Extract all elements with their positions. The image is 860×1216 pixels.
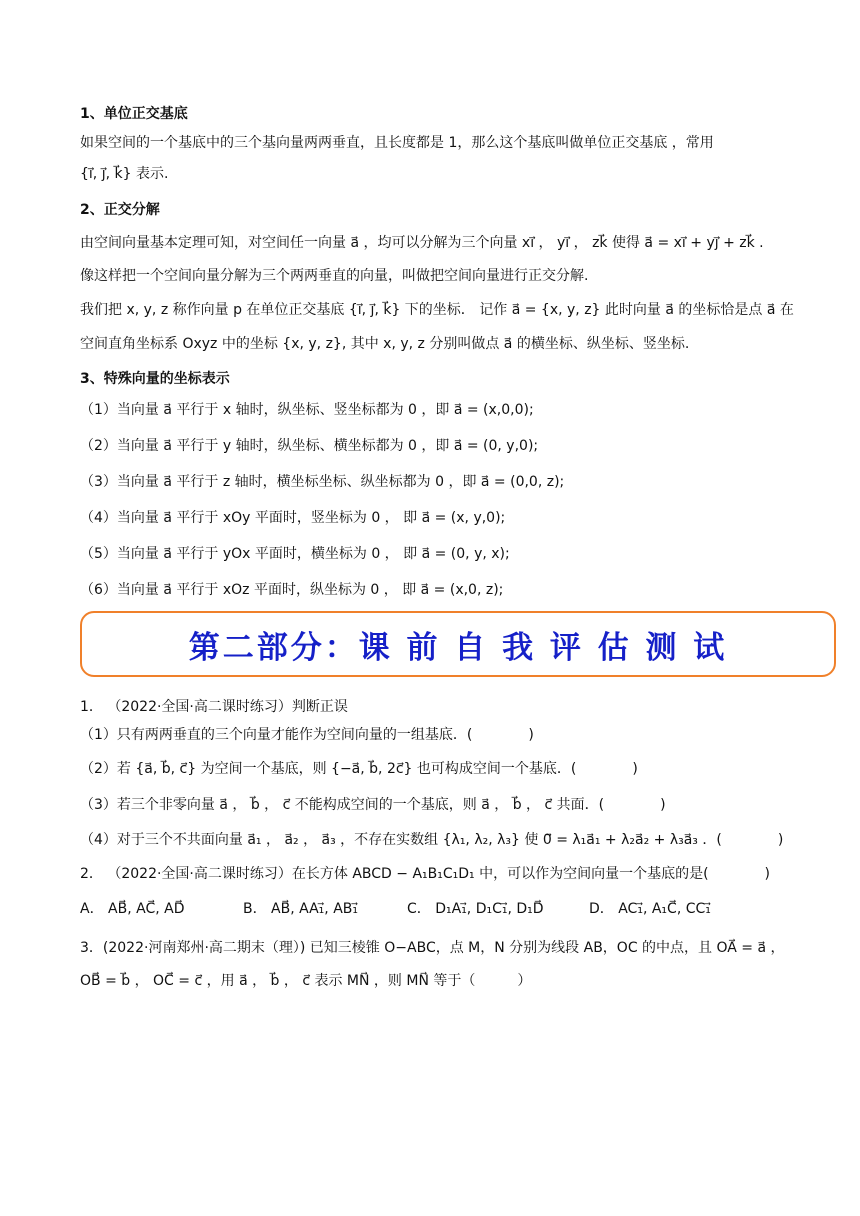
list-item: （3）当向量 a⃗ 平行于 z 轴时，横坐标坐标、纵坐标都为 0 ，即 a⃗ = (0,0, z); <box>80 474 565 490</box>
q2-option-c: C． D₁A₁⃗, D₁C₁⃗, D₁D⃗ <box>407 901 544 917</box>
section-banner <box>80 611 836 677</box>
q1-item: （4）对于三个不共面向量 a⃗₁ ， a⃗₂ ， a⃗₃ ，不存在实数组 {λ₁, λ₂, λ₃} 使 0⃗ = λ₁a⃗₁ + λ₂a⃗₂ + λ₃a⃗₃ ．( ) <box>80 832 784 848</box>
list-item: （4）当向量 a⃗ 平行于 xOy 平面时，竖坐标为 0 ， 即 a⃗ = (x, y,0); <box>80 510 506 526</box>
section2-line3: 我们把 x, y, z 称作向量 p 在单位正交基底 {i⃗, j⃗, k⃗} 下的坐标． 记作 a⃗ = {x, y, z} 此时向量 a⃗ 的坐标恰是点 a⃗ 在 <box>80 302 794 318</box>
q1-item: （3）若三个非零向量 a⃗ ， b⃗ ， c⃗ 不能构成空间的一个基底，则 a⃗ ， b⃗ ， c⃗ 共面．( ) <box>80 797 666 813</box>
section1-line1: 如果空间的一个基底中的三个基向量两两垂直，且长度都是 1，那么这个基底叫做单位正交基底 ，常用 <box>80 135 714 151</box>
q2-option-d: D． AC₁⃗, A₁C⃗, CC₁⃗ <box>589 901 711 917</box>
q2-stem: 2． （2022·全国·高二课时练习）在长方体 ABCD − A₁B₁C₁D₁ 中，可以作为空间向量一个基底的是( ) <box>80 866 771 882</box>
list-item: （1）当向量 a⃗ 平行于 x 轴时，纵坐标、竖坐标都为 0 ，即 a⃗ = (x,0,0); <box>80 402 534 418</box>
banner-title: 第二部分：课 前 自 我 评 估 测 试 <box>188 629 728 666</box>
section2-line4: 空间直角坐标系 Oxyz 中的坐标 {x, y, z}, 其中 x, y, z 分别叫做点 a⃗ 的横坐标、纵坐标、竖坐标. <box>80 336 690 352</box>
section1-heading: 1、单位正交基底 <box>80 106 188 122</box>
q2-option-b: B． AB⃗, AA₁⃗, AB₁⃗ <box>243 901 358 917</box>
q3-line2: OB⃗ = b⃗ ， OC⃗ = c⃗ ，用 a⃗ ， b⃗ ， c⃗ 表示 MN⃗ ，则 MN⃗ 等于（ ） <box>80 973 532 989</box>
q1-item: （1）只有两两垂直的三个向量才能作为空间向量的一组基底．( ) <box>80 727 534 743</box>
section2-line2: 像这样把一个空间向量分解为三个两两垂直的向量，叫做把空间向量进行正交分解. <box>80 268 589 284</box>
section1-line2: {i⃗, j⃗, k⃗} 表示. <box>80 166 169 182</box>
q3-line1: 3．(2022·河南郑州·高二期末（理）) 已知三棱锥 O−ABC，点 M，N 分别为线段 AB，OC 的中点，且 OA⃗ = a⃗ ， <box>80 940 785 956</box>
section3-heading: 3、特殊向量的坐标表示 <box>80 371 230 387</box>
section2-line1: 由空间向量基本定理可知，对空间任一向量 a⃗ ，均可以分解为三个向量 xi⃗ ， yi⃗ ， zk⃗ 使得 a⃗ = xi⃗ + yj⃗ + zk⃗ . <box>80 235 764 251</box>
q1-item: （2）若 {a⃗, b⃗, c⃗} 为空间一个基底，则 {−a⃗, b⃗, 2c⃗} 也可构成空间一个基底．( ) <box>80 761 638 777</box>
list-item: （5）当向量 a⃗ 平行于 yOx 平面时，横坐标为 0 ， 即 a⃗ = (0, y, x); <box>80 546 510 562</box>
list-item: （2）当向量 a⃗ 平行于 y 轴时，纵坐标、横坐标都为 0 ，即 a⃗ = (0, y,0); <box>80 438 539 454</box>
q1-stem: 1． （2022·全国·高二课时练习）判断正误 <box>80 699 348 715</box>
list-item: （6）当向量 a⃗ 平行于 xOz 平面时，纵坐标为 0 ， 即 a⃗ = (x,0, z); <box>80 582 504 598</box>
section2-heading: 2、正交分解 <box>80 202 160 218</box>
q2-option-a: A． AB⃗, AC⃗, AD⃗ <box>80 901 185 917</box>
